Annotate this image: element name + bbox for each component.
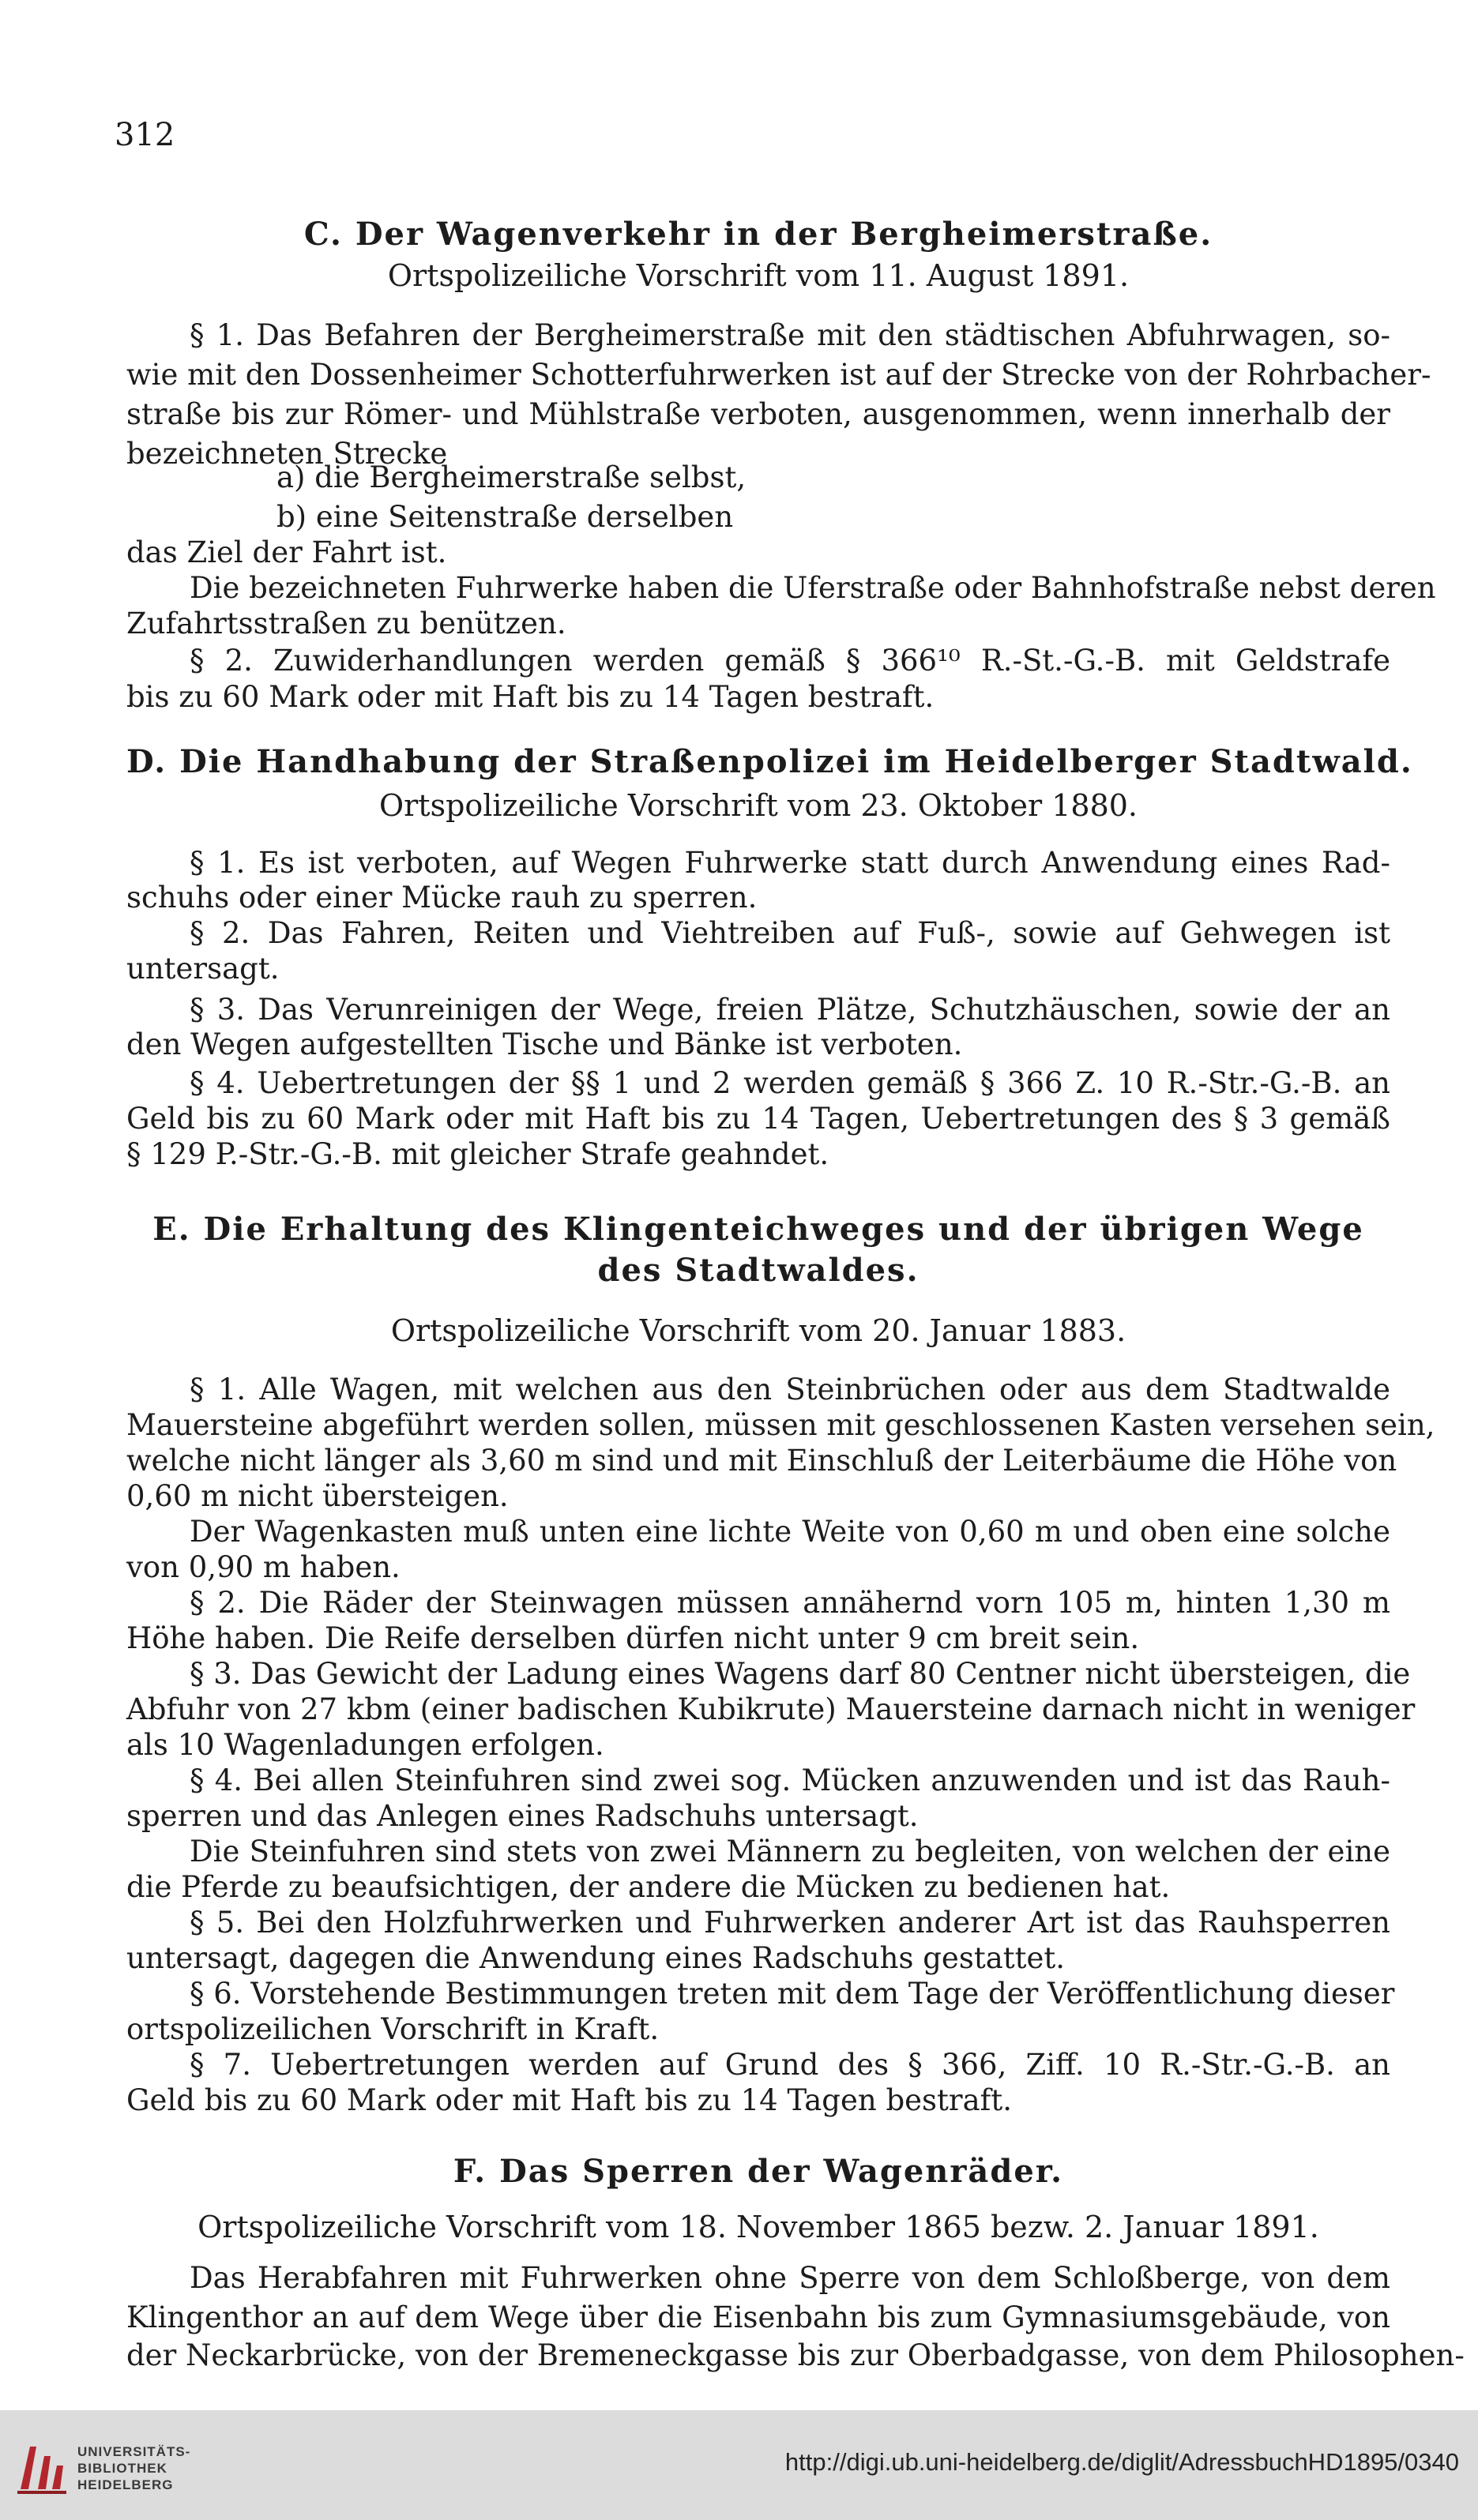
section-c-line: b) eine Seitenstraße derselben <box>276 500 734 534</box>
section-c-line: Die bezeichneten Fuhrwerke haben die Uferstraße oder Bahnhofstraße nebst deren <box>190 571 1436 605</box>
section-d-subtitle: Ortspolizeiliche Vorschrift vom 23. Oktober 1880. <box>378 788 1138 823</box>
section-d-line: Geld bis zu 60 Mark oder mit Haft bis zu 14 Tagen, Uebertretungen des § 3 gemäß <box>126 1102 1390 1136</box>
source-url-link[interactable]: http://digi.ub.uni-heidelberg.de/diglit/AdressbuchHD1895/0340 <box>784 2448 1459 2476</box>
section-d-line: den Wegen aufgestellten Tische und Bänke ist verboten. <box>126 1027 963 1061</box>
section-e-line: als 10 Wagenladungen erfolgen. <box>126 1728 604 1762</box>
section-c-line: wie mit den Dossenheimer Schotterfuhrwerken ist auf der Strecke von der Rohrbacher- <box>126 358 1431 392</box>
library-name-line: BIBLIOTHEK <box>77 2461 167 2476</box>
section-e-line: die Pferde zu beaufsichtigen, der andere die Mücken zu bedienen hat. <box>126 1870 1171 1904</box>
section-e-line: § 5. Bei den Holzfuhrwerken und Fuhrwerken anderer Art ist das Rauhsperren <box>190 1906 1390 1940</box>
section-e-line: sperren und das Anlegen eines Radschuhs untersagt. <box>126 1799 919 1833</box>
section-d-line: untersagt. <box>126 952 280 986</box>
section-e-line: 0,60 m nicht übersteigen. <box>126 1479 509 1513</box>
section-e-line: § 2. Die Räder der Steinwagen müssen annähernd vorn 105 m, hinten 1,30 m <box>190 1586 1390 1620</box>
section-e-line: Geld bis zu 60 Mark oder mit Haft bis zu 14 Tagen bestraft. <box>126 2083 1012 2117</box>
section-c-line: § 2. Zuwiderhandlungen werden gemäß § 366¹⁰ R.-St.-G.-B. mit Geldstrafe <box>190 644 1390 678</box>
section-e-line: § 3. Das Gewicht der Ladung eines Wagens darf 80 Centner nicht übersteigen, die <box>190 1657 1411 1691</box>
section-e-line: Höhe haben. Die Reife derselben dürfen nicht unter 9 cm breit sein. <box>126 1621 1140 1655</box>
section-d-line: § 4. Uebertretungen der §§ 1 und 2 werden gemäß § 366 Z. 10 R.-Str.-G.-B. an <box>190 1066 1390 1100</box>
section-e-line: § 4. Bei allen Steinfuhren sind zwei sog. Mücken anzuwenden und ist das Rauh- <box>190 1763 1390 1797</box>
section-e-line: Der Wagenkasten muß unten eine lichte Weite von 0,60 m und oben eine solche <box>190 1515 1390 1549</box>
section-f-line: der Neckarbrücke, von der Bremeneckgasse bis zur Oberbadgasse, von dem Philosophen- <box>126 2338 1465 2372</box>
section-e-line: Abfuhr von 27 kbm (einer badischen Kubikrute) Mauersteine darnach nicht in weniger <box>126 1692 1416 1726</box>
section-c-line: § 1. Das Befahren der Bergheimerstraße mit den städtischen Abfuhrwagen, so- <box>190 318 1390 352</box>
section-e-line: von 0,90 m haben. <box>126 1550 401 1584</box>
section-d-line: § 129 P.-Str.-G.-B. mit gleicher Strafe geahndet. <box>126 1137 829 1171</box>
library-name <box>77 2443 190 2493</box>
section-c-line: Zufahrtsstraßen zu benützen. <box>126 607 566 640</box>
library-name-line: HEIDELBERG <box>77 2477 174 2492</box>
section-e-heading: E. Die Erhaltung des Klingenteichweges und der übrigen Wege <box>152 1211 1364 1248</box>
section-d-line: schuhs oder einer Mücke rauh zu sperren. <box>126 881 758 914</box>
section-e-line: ortspolizeilichen Vorschrift in Kraft. <box>126 2012 660 2046</box>
section-e-line: Die Steinfuhren sind stets von zwei Männern zu begleiten, von welchen der eine <box>190 1835 1390 1868</box>
section-f-line: Das Herabfahren mit Fuhrwerken ohne Sperre von dem Schloßberge, von dem <box>190 2261 1390 2295</box>
section-e-line: § 1. Alle Wagen, mit welchen aus den Steinbrüchen oder aus dem Stadtwalde <box>190 1373 1390 1406</box>
section-c-line: straße bis zur Römer- und Mühlstraße verboten, ausgenommen, wenn innerhalb der <box>126 397 1390 431</box>
section-d-line: § 1. Es ist verboten, auf Wegen Fuhrwerke statt durch Anwendung eines Rad- <box>190 846 1390 880</box>
section-f-subtitle: Ortspolizeiliche Vorschrift vom 18. November 1865 bezw. 2. Januar 1891. <box>197 2210 1319 2244</box>
section-e-line: welche nicht länger als 3,60 m sind und mit Einschluß der Leiterbäume die Höhe von <box>126 1444 1397 1478</box>
section-d-line: § 2. Das Fahren, Reiten und Viehtreiben auf Fuß-, sowie auf Gehwegen ist <box>190 916 1390 950</box>
library-name-line: UNIVERSITÄTS- <box>77 2444 191 2459</box>
section-f-line: Klingenthor an auf dem Wege über die Eisenbahn bis zum Gymnasiumsgebäude, von <box>126 2300 1390 2334</box>
section-e-line: untersagt, dagegen die Anwendung eines Radschuhs gestattet. <box>126 1941 1066 1975</box>
section-e-subtitle: Ortspolizeiliche Vorschrift vom 20. Januar 1883. <box>390 1313 1126 1348</box>
section-c-heading: C. Der Wagenverkehr in der Bergheimerstraße. <box>303 216 1213 253</box>
section-c-subtitle: Ortspolizeiliche Vorschrift vom 11. August 1891. <box>387 258 1130 293</box>
university-logo-icon <box>14 2440 70 2496</box>
section-e-heading-line2: des Stadtwaldes. <box>597 1252 920 1289</box>
section-e-line: § 7. Uebertretungen werden auf Grund des § 366, Ziff. 10 R.-Str.-G.-B. an <box>190 2048 1390 2082</box>
page-number: 312 <box>115 117 175 153</box>
section-c-line: das Ziel der Fahrt ist. <box>126 535 447 569</box>
footer-bar <box>0 2410 1478 2520</box>
section-d-line: § 3. Das Verunreinigen der Wege, freien Plätze, Schutzhäuschen, sowie der an <box>190 993 1390 1027</box>
section-c-line: bezeichneten Strecke <box>126 437 448 471</box>
section-d-heading: D. Die Handhabung der Straßenpolizei im Heidelberger Stadtwald. <box>126 743 1413 780</box>
section-e-line: § 6. Vorstehende Bestimmungen treten mit dem Tage der Veröffentlichung dieser <box>190 1977 1395 2011</box>
section-f-heading: F. Das Sperren der Wagenräder. <box>453 2153 1064 2190</box>
section-e-line: Mauersteine abgeführt werden sollen, müssen mit geschlossenen Kasten versehen sein, <box>126 1408 1435 1442</box>
section-c-line: bis zu 60 Mark oder mit Haft bis zu 14 Tagen bestraft. <box>126 680 935 714</box>
section-c-line: a) die Bergheimerstraße selbst, <box>276 460 747 494</box>
